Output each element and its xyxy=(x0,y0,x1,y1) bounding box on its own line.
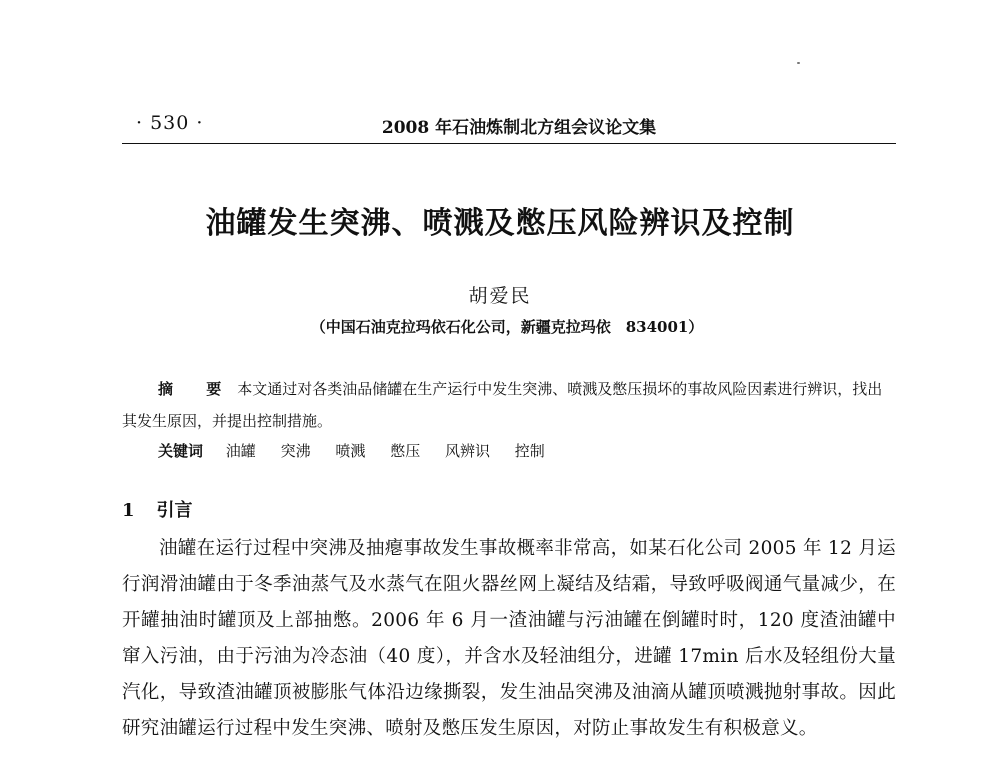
keyword: 突沸 xyxy=(280,442,311,460)
keyword: 风辨识 xyxy=(444,442,490,460)
keyword: 油罐 xyxy=(225,442,256,460)
author-name: 胡爱民 xyxy=(468,285,532,307)
abstract-label: 摘 要 xyxy=(158,380,236,398)
section-number: 1 xyxy=(122,500,135,521)
keyword: 喷溅 xyxy=(335,442,366,460)
author-affiliation: （中国石油克拉玛依石化公司，新疆克拉玛依 834001） xyxy=(310,318,704,336)
abstract-text: 本文通过对各类油品储罐在生产运行中发生突沸、喷溅及憋压损坏的事故风险因素进行辨识，找出其发生原因，并提出控制措施。 xyxy=(122,380,883,430)
scan-speck xyxy=(797,62,800,64)
journal-title: 2008 年石油炼制北方组会议论文集 xyxy=(381,118,657,138)
section-title: 引言 xyxy=(156,500,193,521)
header-rule xyxy=(122,143,896,144)
section-heading xyxy=(122,496,193,522)
running-header xyxy=(122,110,896,142)
keywords-label: 关键词 xyxy=(158,442,204,460)
keyword: 控制 xyxy=(514,442,545,460)
page-number: · 530 · xyxy=(136,112,204,134)
keywords xyxy=(158,437,898,465)
article-title: 油罐发生突沸、喷溅及憋压风险辨识及控制 xyxy=(205,206,795,241)
body-paragraph: 油罐在运行过程中突沸及抽瘪事故发生事故概率非常高，如某石化公司 2005 年 12 月运行润滑油罐由于冬季油蒸气及水蒸气在阻火器丝网上凝结及结霜，导致呼吸阀通气量减少，在开罐抽油时罐顶及上部抽憋。2006 年 6 月一渣油罐与污油罐在倒罐时时，120 度渣油罐中窜入污油，由于污油为冷态油（40 度），并含水及轻油组分，进罐 17min 后水及轻组份大量汽化，导致渣油罐顶被膨胀气体沿边缘撕裂，发生油品突沸及油滴从罐顶喷溅抛射事故。因此研究油罐运行过程中发生突沸、喷射及憋压发生原因，对防止事故发生有积极意义。 xyxy=(122,538,896,739)
abstract xyxy=(122,373,896,437)
keyword: 憋压 xyxy=(390,442,421,460)
